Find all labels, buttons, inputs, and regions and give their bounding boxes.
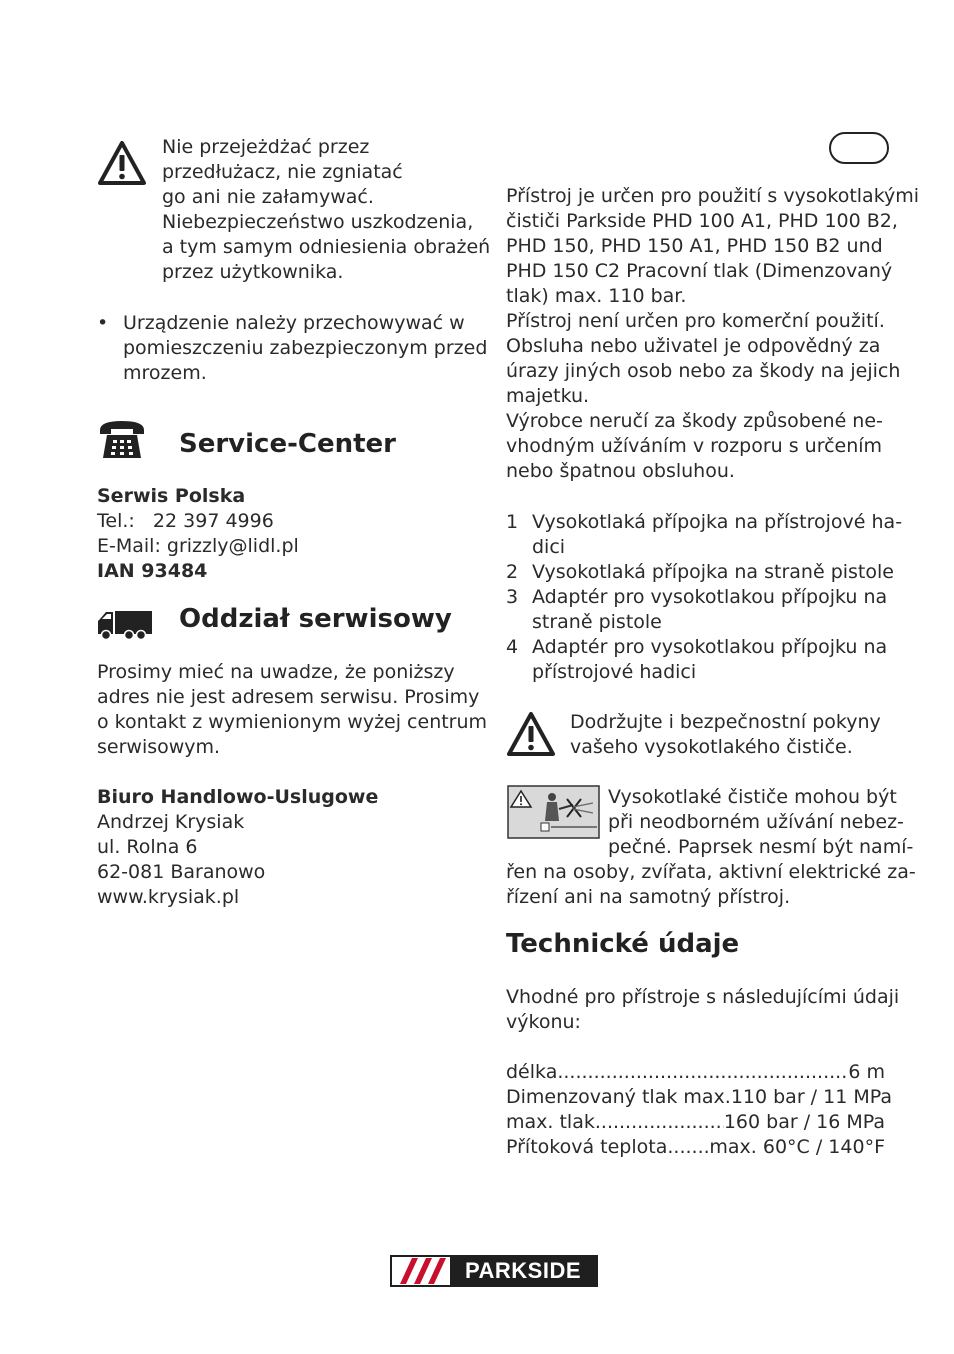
part-number: 4	[506, 636, 519, 658]
language-badge	[829, 132, 889, 164]
part-label: Adaptér pro vysokotlakou přípojku na	[532, 586, 888, 608]
part-item-cont	[506, 660, 902, 685]
hazard-text-short	[608, 785, 913, 860]
part-item-cont	[506, 610, 902, 635]
tech-intro-line: výkonu:	[506, 1011, 581, 1033]
part-number: 3	[506, 586, 519, 608]
branch-note-line: o kontakt z wymienionym wyżej centrum	[97, 711, 488, 733]
address-website: www.krysiak.pl	[97, 886, 240, 908]
spec-label: délka	[506, 1061, 558, 1083]
spec-label: Přítoková teplota	[506, 1136, 668, 1158]
delivery-truck-icon	[97, 610, 153, 640]
intro-line: nebo špatnou obsluhou.	[506, 460, 735, 482]
branch-note	[97, 660, 487, 760]
technical-intro	[506, 985, 899, 1035]
part-number: 1	[506, 511, 519, 533]
intro-line: PHD 150, PHD 150 A1, PHD 150 B2 und	[506, 235, 883, 257]
tech-intro-line: Vhodné pro přístroje s následujícími údaji	[506, 986, 900, 1008]
address-company: Biuro Handlowo-Uslugowe	[97, 786, 379, 808]
high-pressure-hazard-icon	[507, 785, 600, 839]
intro-line: čističi Parkside PHD 100 A1, PHD 100 B2,	[506, 210, 898, 232]
warning-line: Nie przejeżdżać przez	[162, 136, 370, 158]
intro-line: Přístroj není určen pro komerční použití.	[506, 310, 885, 332]
safety-instructions-note	[570, 710, 881, 760]
phone-number: 22 397 4996	[152, 510, 274, 532]
technical-data-heading: Technické údaje	[506, 929, 740, 959]
part-item-cont	[506, 535, 902, 560]
warning-line: vašeho vysokotlakého čističe.	[570, 736, 853, 758]
part-label: přístrojové hadici	[532, 661, 697, 683]
hazard-text-full	[506, 860, 916, 910]
intro-line: PHD 150 C2 Pracovní tlak (Dimenzovaný	[506, 260, 893, 282]
spec-label: max. tlak	[506, 1111, 595, 1133]
intro-line: Obsluha nebo uživatel je odpovědný za	[506, 335, 881, 357]
intro-line: úrazy jiných osob nebo za škody na jejich	[506, 360, 901, 382]
spec-value: 6 m	[848, 1061, 885, 1083]
warning-line: go ani nie załamywać.	[162, 186, 374, 208]
address-line: Andrzej Krysiak	[97, 811, 245, 833]
intro-line: Přístroj je určen pro použití s vysokotlakými	[506, 185, 920, 207]
parkside-logo	[390, 1255, 598, 1287]
branch-heading: Oddział serwisowy	[179, 604, 452, 634]
bullet-symbol: •	[97, 312, 109, 334]
branch-address	[97, 785, 378, 910]
part-item	[506, 510, 902, 535]
telephone-icon	[97, 418, 147, 460]
warning-line: a tym samym odniesienia obrażeń	[162, 236, 491, 258]
bullet-line: mrozem.	[123, 362, 207, 384]
warning-line: Niebezpieczeństwo uszkodzenia,	[162, 211, 474, 233]
frost-storage-note	[123, 311, 487, 386]
spec-value: 160 bar / 16 MPa	[723, 1111, 885, 1133]
address-line: 62-081 Baranowo	[97, 861, 266, 883]
logo-stripes-icon	[392, 1257, 450, 1285]
part-item	[506, 560, 902, 585]
logo-wordmark: PARKSIDE	[464, 1258, 582, 1283]
spec-value: 110 bar / 11 MPa	[730, 1086, 892, 1108]
hazard-line: řen na osoby, zvířata, aktivní elektrické za-	[506, 861, 916, 883]
spec-row	[506, 1085, 892, 1110]
branch-note-line: serwisowym.	[97, 736, 221, 758]
spec-row	[506, 1135, 885, 1160]
ian-number: IAN 93484	[97, 560, 208, 582]
intro-line: Výrobce neručí za škody způsobené ne-	[506, 410, 883, 432]
address-line: ul. Rolna 6	[97, 836, 198, 858]
bullet-line: Urządzenie należy przechowywać w	[123, 312, 465, 334]
branch-note-line: Prosimy mieć na uwadze, że poniższy	[97, 661, 455, 683]
part-item	[506, 635, 902, 660]
intro-line: tlak) max. 110 bar.	[506, 285, 687, 307]
spec-value: max. 60°C / 140°F	[709, 1136, 885, 1158]
hazard-line: pečné. Paprsek nesmí být namí-	[608, 836, 914, 858]
hazard-line: řízení ani na samotný přístroj.	[506, 886, 791, 908]
spec-row	[506, 1060, 885, 1085]
service-name: Serwis Polska	[97, 485, 246, 507]
spec-label: Dimenzovaný tlak max.	[506, 1086, 731, 1108]
intro-line: vhodným užíváním v rozporu s určením	[506, 435, 883, 457]
warning-line: przez użytkownika.	[162, 261, 344, 283]
part-number: 2	[506, 561, 519, 583]
service-email: E-Mail: grizzly@lidl.pl	[97, 535, 299, 557]
hazard-line: Vysokotlaké čističe mohou být	[608, 786, 897, 808]
extension-cord-warning	[162, 135, 490, 285]
intended-use-text	[506, 184, 919, 484]
parts-list	[506, 510, 902, 685]
warning-triangle-icon	[506, 711, 556, 757]
part-label: straně pistole	[532, 611, 662, 633]
warning-line: Dodržujte i bezpečnostní pokyny	[570, 711, 881, 733]
specs-table	[506, 1060, 892, 1160]
spec-row	[506, 1110, 885, 1135]
part-label: dici	[532, 536, 566, 558]
intro-line: majetku.	[506, 385, 590, 407]
warning-triangle-icon	[97, 140, 147, 186]
service-center-heading: Service-Center	[179, 429, 396, 459]
service-contact	[97, 484, 299, 584]
part-item	[506, 585, 902, 610]
part-label: Vysokotlaká přípojka na straně pistole	[532, 561, 894, 583]
hazard-line: při neodborném užívání nebez-	[608, 811, 904, 833]
branch-note-line: adres nie jest adresem serwisu. Prosimy	[97, 686, 480, 708]
warning-line: przedłużacz, nie zgniatać	[162, 161, 403, 183]
service-phone	[97, 509, 299, 534]
part-label: Vysokotlaká přípojka na přístrojové ha-	[532, 511, 903, 533]
phone-label: Tel.:	[97, 510, 135, 532]
part-label: Adaptér pro vysokotlakou přípojku na	[532, 636, 888, 658]
bullet-line: pomieszczeniu zabezpieczonym przed	[123, 337, 488, 359]
